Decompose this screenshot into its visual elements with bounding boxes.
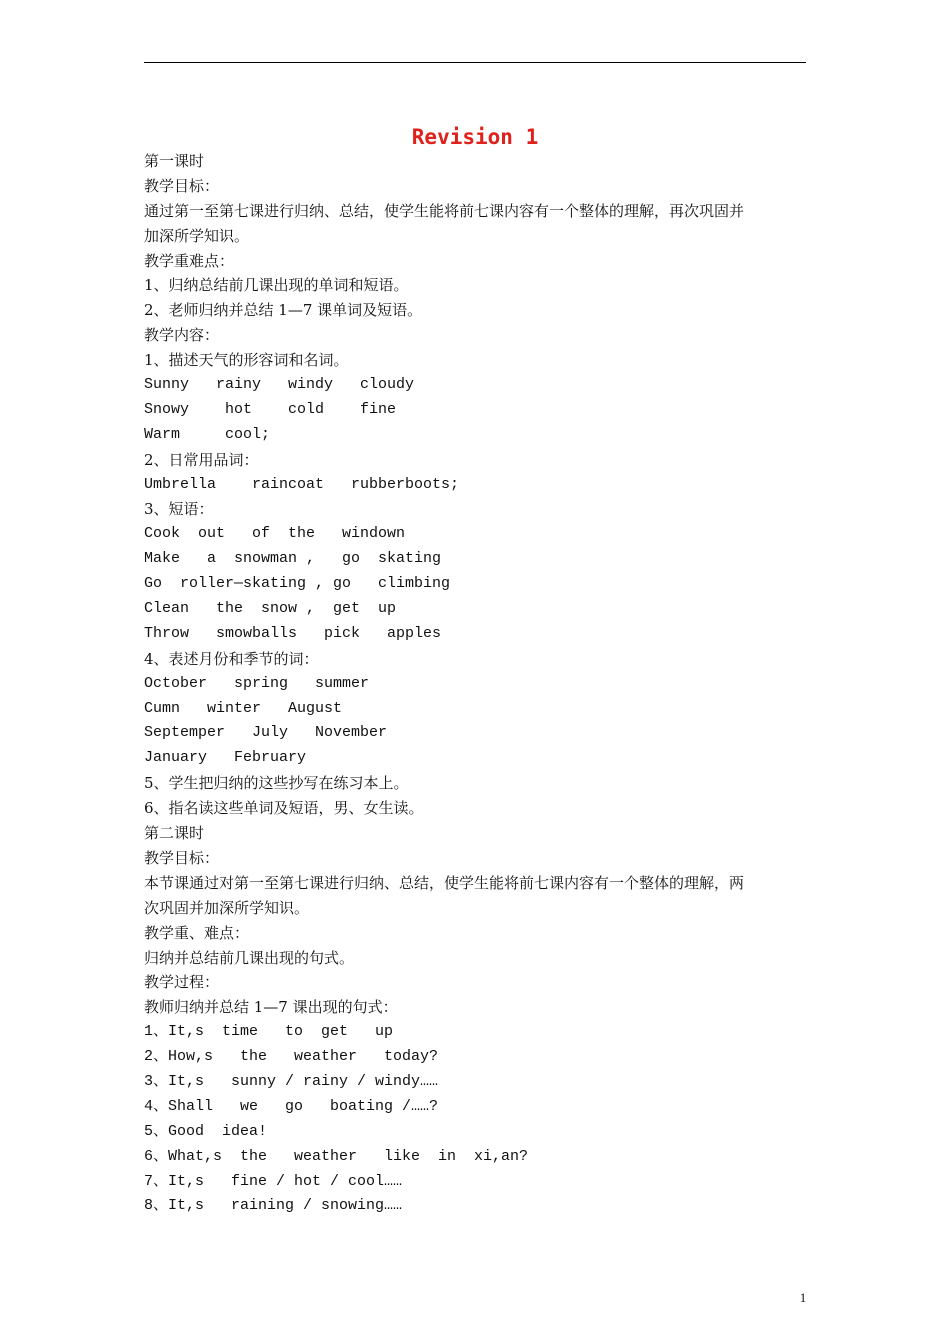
text-line: 3、It,s sunny / rainy / windy…… <box>144 1072 439 1090</box>
text-line: 4、Shall we go boating /……? <box>144 1097 439 1115</box>
header-rule <box>144 62 806 63</box>
document-title: Revision 1 <box>411 125 539 149</box>
text-line: 教学内容： <box>144 326 220 345</box>
text-line: Sunny rainy windy cloudy <box>144 376 415 394</box>
text-line: 1、It,s time to get up <box>144 1023 394 1041</box>
text-line: 7、It,s fine / hot / cool…… <box>144 1172 403 1190</box>
text-line: 本节课通过对第一至第七课进行归纳、总结，使学生能将前七课内容有一个整体的理解，两 <box>144 873 745 892</box>
text-line: 第二课时 <box>144 824 205 843</box>
text-line: 4、表述月份和季节的词： <box>144 649 319 668</box>
text-line: October spring summer <box>144 674 370 692</box>
text-line: Septemper July November <box>144 724 388 742</box>
text-line: 2、How,s the weather today? <box>144 1048 439 1066</box>
text-line: 2、老师归纳并总结 1—7 课单词及短语。 <box>144 301 423 320</box>
text-line: Warm cool; <box>144 425 271 443</box>
text-line: 教学重难点： <box>144 251 235 270</box>
text-line: Throw smowballs pick apples <box>144 624 442 642</box>
text-line: 3、短语： <box>144 500 214 519</box>
text-line: 8、It,s raining / snowing…… <box>144 1197 403 1215</box>
text-line: Cook out of the windown <box>144 525 406 543</box>
text-line: 6、指名读这些单词及短语，男、女生读。 <box>144 799 424 818</box>
text-line: Snowy hot cold fine <box>144 400 397 418</box>
text-line: 5、学生把归纳的这些抄写在练习本上。 <box>144 774 409 793</box>
text-line: 教师归纳并总结 1—7 课出现的句式： <box>144 998 398 1017</box>
text-line: Make a snowman , go skating <box>144 550 442 568</box>
text-line: 6、What,s the weather like in xi,an? <box>144 1147 529 1165</box>
text-line: January February <box>144 749 307 767</box>
text-line: 通过第一至第七课进行归纳、总结，使学生能将前七课内容有一个整体的理解，再次巩固并 <box>144 201 745 220</box>
text-line: Umbrella raincoat rubberboots; <box>144 475 460 493</box>
page-number: 1 <box>799 1290 807 1305</box>
text-line: 2、日常用品词： <box>144 450 259 469</box>
text-line: 归纳并总结前几课出现的句式。 <box>144 948 355 967</box>
text-line: 教学重、难点： <box>144 923 250 942</box>
text-line: 教学过程： <box>144 973 220 992</box>
text-line: 5、Good idea! <box>144 1122 268 1140</box>
text-line: 加深所学知识。 <box>144 226 250 245</box>
text-line: Cumn winter August <box>144 699 343 717</box>
text-line: 1、归纳总结前几课出现的单词和短语。 <box>144 276 409 295</box>
text-line: 1、描述天气的形容词和名词。 <box>144 351 349 370</box>
text-line: 教学目标： <box>144 176 220 195</box>
text-line: 次巩固并加深所学知识。 <box>144 898 310 917</box>
text-line: Go roller—skating , go climbing <box>144 575 451 593</box>
text-line: 教学目标： <box>144 848 220 867</box>
document-body <box>144 149 808 1219</box>
text-line: 第一课时 <box>144 152 205 170</box>
text-line: Clean the snow , get up <box>144 600 397 618</box>
